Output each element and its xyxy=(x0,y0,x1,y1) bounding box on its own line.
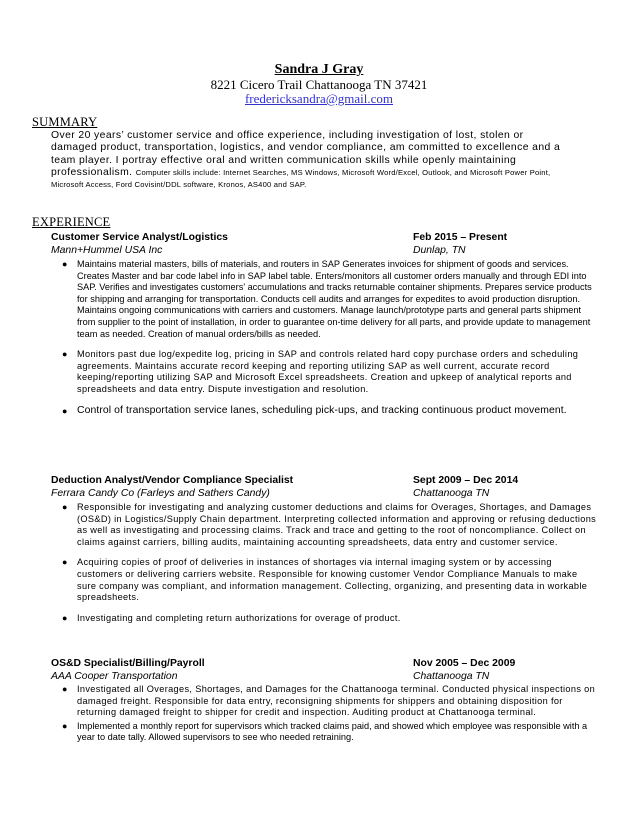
job-location: Chattanooga TN xyxy=(413,671,490,682)
job-company: AAA Cooper Transportation xyxy=(51,671,178,682)
bullet-icon: ● xyxy=(62,557,68,568)
list-item: ● Monitors past due log/expedite log, pricing in SAP and controls related hard copy purchase orders and scheduling agreements. Maintains accurate record keeping and reporting utilizing SAP as well current, accurate record keeping/reporting utilizing SAP and Microsoft Excel spreadsheets. Creation and upkeep of analytical reports and spreadsheets and data entry. Dispute investigation and resolution. xyxy=(62,349,579,394)
list-item: ● Investigating and completing return authorizations for overage of product. xyxy=(62,612,401,623)
bullet-icon: ● xyxy=(62,502,68,512)
bullet-icon: ● xyxy=(62,684,68,694)
bullet-icon: ● xyxy=(62,349,68,360)
bullet-icon: ● xyxy=(62,405,68,416)
list-item: ● Responsible for investigating and analyzing customer deductions and claims for Overages, Shortages, and Damages (OS&D) in Logistics/Supply Chain department. Interpreting collected information and approving or refusing deductions as well as investigating and processing claims. Track and trace and getting to the root of noncompliance. Collect on claims against carriers, billing audits, maintaining accounting spreadsheets, data entry and customer service. xyxy=(62,502,597,547)
job-entry xyxy=(51,231,611,417)
job-title: Deduction Analyst/Vendor Compliance Specialist xyxy=(51,475,294,486)
list-item: ● Implemented a monthly report for supervisors which tracked claims paid, and showed which employee was responsible with a year to date tally. Allowed supervisors to see who needed retraining. xyxy=(62,720,588,743)
list-item: ● Investigated all Overages, Shortages, and Damages for the Chattanooga terminal. Conducted physical inspections on damaged freight. Responsible for data entry, reconsigning shipments for shippers and obtaining disposition for returning damaged freight to shipper for credit and inspection. Auditing product at Chattanooga terminal. xyxy=(62,684,596,718)
job-entry xyxy=(51,657,611,744)
job-title: Customer Service Analyst/Logistics xyxy=(51,232,228,243)
candidate-name: Sandra J Gray xyxy=(274,62,364,77)
job-dates: Feb 2015 – Present xyxy=(413,232,508,243)
job-title: OS&D Specialist/Billing/Payroll xyxy=(51,658,205,669)
job-location: Chattanooga TN xyxy=(413,488,490,499)
bullet-icon: ● xyxy=(62,259,68,269)
bullet-icon: ● xyxy=(62,720,68,731)
list-item: ● Control of transportation service lanes, scheduling pick-ups, and tracking continuous product movement. xyxy=(62,404,567,416)
job-company: Ferrara Candy Co (Farleys and Sathers Candy) xyxy=(51,488,270,499)
computer-skills: Computer skills include: Internet Searches, MS Windows, Microsoft Word/Excel, Outlook, and Microsoft Power Point, Microsoft Access, Ford Covisint/DDL software, Kronos, AS400 and SAP. xyxy=(51,167,551,190)
experience-heading: EXPERIENCE xyxy=(32,215,111,229)
summary-heading: SUMMARY xyxy=(32,115,98,129)
summary-body: Over 20 years’ customer service and office experience, including investigation of lost, stolen or damaged product, transportation, logistics, and vendor compliance, am committed to excellence and a team player. I portray effective oral and written communication skills while openly maintaining professionalism. xyxy=(51,130,561,178)
summary-text xyxy=(51,130,571,191)
list-item: ● Maintains material masters, bills of materials, and routers in SAP Generates invoices for shipment of goods and services. Creates Master and bar code label info in SAP label table. Enters/monitors all customer orders manually and through EDI into SAP. Verifies and investigates customers’ accumulations and tracks returnable container shipments. Prepares service products for shipping and arranging for transportation. Conducts cell audits and arranges for expedites to avoid production disruption. Maintains ongoing communications with carriers and customers. Manage launch/prototype parts and general parts shipment from supplier to the point of installation, in order to guarantee on-time delivery for all parts, and provide update to management team as needed. Creation of manual orders/bills as needed. xyxy=(62,259,592,339)
bullet-icon: ● xyxy=(62,612,68,623)
candidate-email-link[interactable]: fredericksandra@gmail.com xyxy=(244,91,394,106)
resume-header xyxy=(0,62,638,106)
job-company: Mann+Hummel USA Inc xyxy=(51,245,163,256)
list-item: ● Acquiring copies of proof of deliveries in instances of shortages via internal imaging system or by accessing customers or delivering carriers website. Responsible for knowing customer Vendor Compliance Manuals to make sure company was compliant, and information management. Collecting, organizing, and presenting data in workable spreadsheets. xyxy=(62,557,588,603)
job-dates: Sept 2009 – Dec 2014 xyxy=(413,475,519,486)
job-dates: Nov 2005 – Dec 2009 xyxy=(413,658,516,669)
job-entry xyxy=(51,474,611,624)
job-location: Dunlap, TN xyxy=(413,245,466,256)
candidate-address: 8221 Cicero Trail Chattanooga TN 37421 xyxy=(210,77,428,92)
